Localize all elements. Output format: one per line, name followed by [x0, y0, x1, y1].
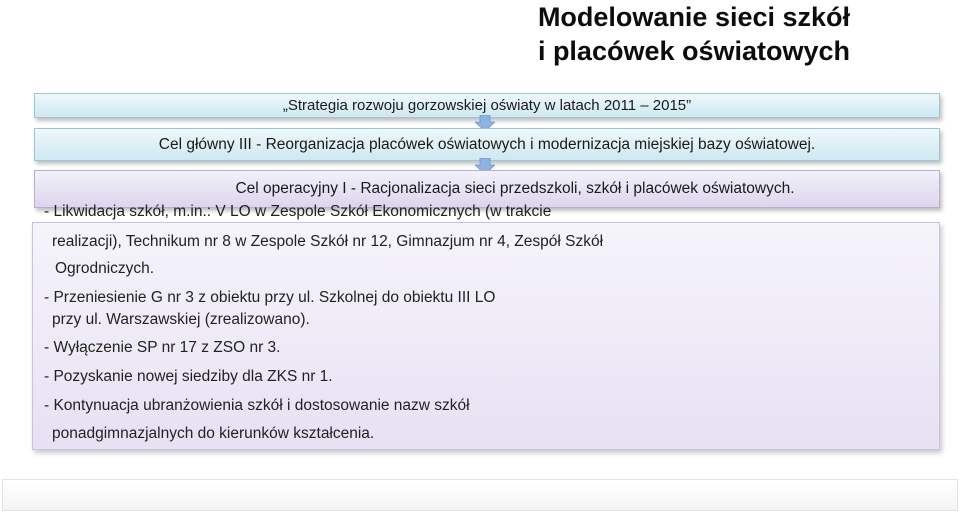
list-item: realizacji), Technikum nr 8 w Zespole Szkół nr 12, Gimnazjum nr 4, Zespół Szkół — [52, 233, 604, 250]
operational-goal-box — [34, 170, 940, 208]
page-title — [484, 0, 904, 68]
list-item: przy ul. Warszawskiej (zrealizowano). — [52, 311, 310, 328]
list-item: - Wyłączenie SP nr 17 z ZSO nr 3. — [44, 339, 281, 356]
list-item: - Kontynuacja ubranżowienia szkół i dostosowanie nazw szkół — [44, 397, 470, 414]
strategy-text: „Strategia rozwoju gorzowskiej oświaty w latach 2011 – 2015” — [282, 97, 692, 114]
list-item: - Pozyskanie nowej siedziby dla ZKS nr 1. — [44, 368, 333, 385]
title-line-1: Modelowanie sieci szkół — [537, 2, 851, 32]
title-line-2: i placówek oświatowych — [537, 36, 851, 66]
operational-goal-text: Cel operacyjny I - Racjonalizacja sieci przedszkoli, szkół i placówek oświatowych. — [235, 180, 795, 197]
main-goal-box — [34, 128, 940, 161]
list-item: - Likwidacja szkół, m.in.: V LO w Zespole Szkół Ekonomicznych (w trakcie — [44, 203, 552, 220]
footer-strip — [2, 479, 958, 511]
list-item: ponadgimnazjalnych do kierunków kształcenia. — [52, 425, 375, 442]
main-goal-text: Cel główny III - Reorganizacja placówek oświatowych i modernizacja miejskiej bazy oświatowej. — [158, 136, 816, 153]
list-item: - Przeniesienie G nr 3 z obiektu przy ul. Szkolnej do obiektu III LO — [44, 289, 496, 306]
actions-panel — [32, 222, 940, 450]
list-item: Ogrodniczych. — [55, 260, 155, 277]
